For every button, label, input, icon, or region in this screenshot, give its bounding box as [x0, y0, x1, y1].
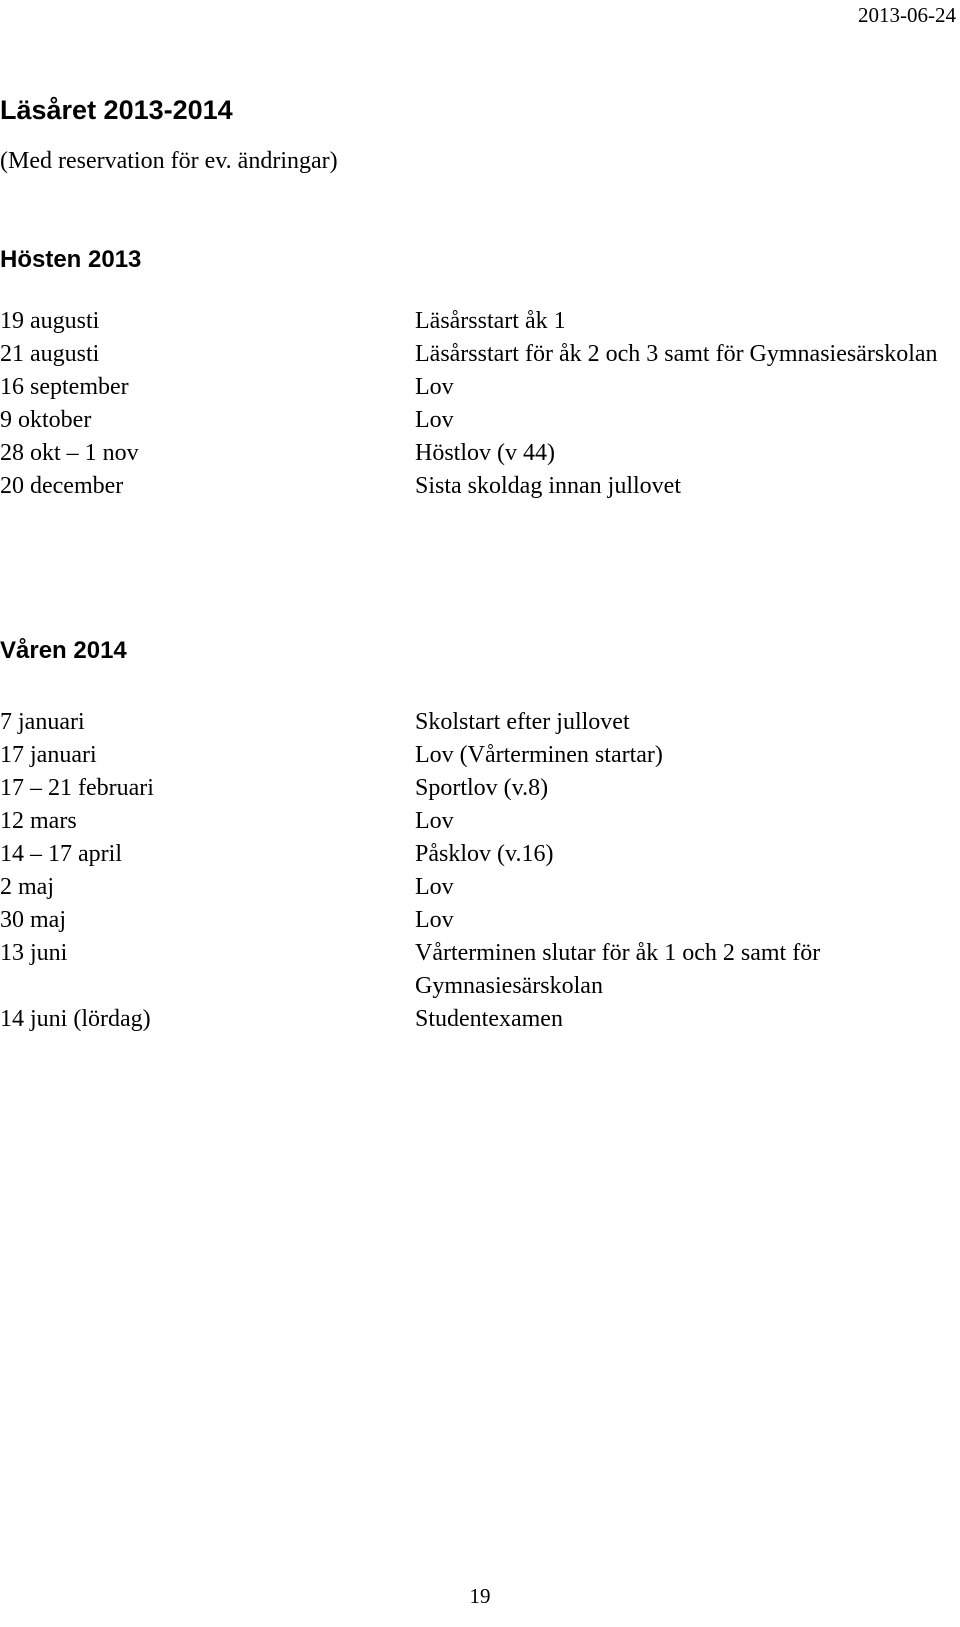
schedule-date: 17 januari	[0, 742, 97, 768]
schedule-date: 12 mars	[0, 808, 77, 834]
schedule-date: 20 december	[0, 473, 124, 499]
schedule-date: 2 maj	[0, 874, 54, 900]
schedule-row	[0, 739, 940, 772]
document-subtitle: (Med reservation för ev. ändringar)	[0, 148, 338, 174]
schedule-event: Läsårsstart för åk 2 och 3 samt för Gymnasiesärskolan	[415, 341, 938, 367]
schedule-row	[0, 805, 940, 838]
schedule-autumn	[0, 305, 940, 503]
section-heading-autumn: Hösten 2013	[0, 246, 142, 273]
schedule-row	[0, 1003, 940, 1036]
schedule-row	[0, 937, 940, 1003]
schedule-row	[0, 305, 940, 338]
document-date: 2013-06-24	[858, 3, 956, 27]
schedule-spring	[0, 706, 940, 1036]
schedule-event: Lov	[415, 374, 454, 400]
schedule-row	[0, 871, 940, 904]
schedule-date: 7 januari	[0, 709, 85, 735]
schedule-date: 14 – 17 april	[0, 841, 122, 867]
schedule-event: Lov	[415, 874, 454, 900]
schedule-event: Lov	[415, 907, 454, 933]
schedule-date: 14 juni (lördag)	[0, 1006, 151, 1032]
schedule-date: 17 – 21 februari	[0, 775, 154, 801]
schedule-date: 9 oktober	[0, 407, 92, 433]
section-heading-spring: Våren 2014	[0, 637, 127, 664]
schedule-event: Sista skoldag innan jullovet	[415, 473, 681, 499]
schedule-event: Läsårsstart åk 1	[415, 308, 566, 334]
schedule-row	[0, 772, 940, 805]
schedule-event: Höstlov (v 44)	[415, 440, 555, 466]
page-number: 19	[469, 1584, 491, 1608]
schedule-date: 16 september	[0, 374, 129, 400]
schedule-date: 13 juni	[0, 940, 68, 966]
schedule-date: 28 okt – 1 nov	[0, 440, 139, 466]
schedule-event: Studentexamen	[415, 1006, 563, 1032]
schedule-event: Vårterminen slutar för åk 1 och 2 samt för Gymnasiesärskolan	[415, 940, 821, 999]
schedule-row	[0, 437, 940, 470]
schedule-row	[0, 371, 940, 404]
schedule-event: Påsklov (v.16)	[415, 841, 554, 867]
schedule-row	[0, 838, 940, 871]
schedule-row	[0, 404, 940, 437]
schedule-event: Skolstart efter jullovet	[415, 709, 630, 735]
schedule-date: 19 augusti	[0, 308, 100, 334]
schedule-event: Lov	[415, 808, 454, 834]
schedule-date: 21 augusti	[0, 341, 100, 367]
schedule-event: Lov (Vårterminen startar)	[415, 742, 663, 768]
schedule-row	[0, 338, 940, 371]
schedule-event: Lov	[415, 407, 454, 433]
document-title: Läsåret 2013-2014	[0, 95, 233, 125]
schedule-row	[0, 904, 940, 937]
schedule-row	[0, 706, 940, 739]
schedule-row	[0, 470, 940, 503]
schedule-date: 30 maj	[0, 907, 66, 933]
schedule-event: Sportlov (v.8)	[415, 775, 549, 801]
